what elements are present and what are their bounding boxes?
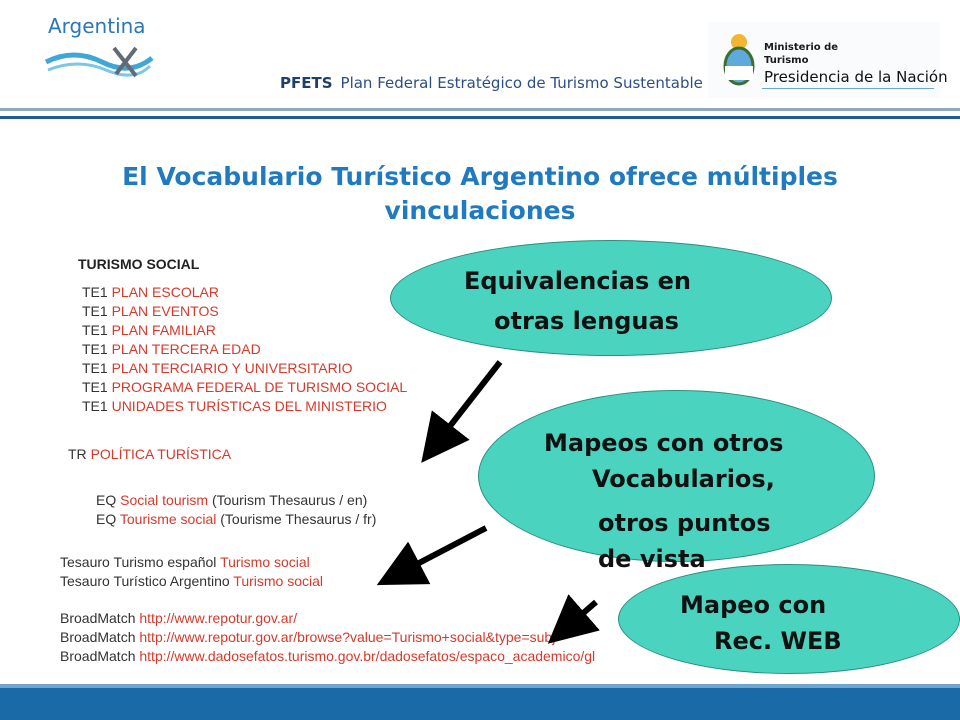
arrow-to-tesauros-icon [398,528,486,574]
eq-source: (Tourism Thesaurus / en) [211,492,368,508]
arrow-to-broadmatch-icon [566,602,596,628]
te-prefix: TE1 [82,398,108,414]
eq-prefix: EQ [96,492,117,508]
eq-term: Social tourism [120,492,209,508]
te-term: PROGRAMA FEDERAL DE TURISMO SOCIAL [111,379,408,395]
te-prefix: TE1 [82,341,108,357]
broadmatch-link[interactable]: http://www.repotur.gov.ar/browse?value=Turismo+social&type=subj [139,629,556,645]
tr-term: POLÍTICA TURÍSTICA [90,446,232,462]
broadmatch-link[interactable]: http://www.dadosefatos.turismo.gov.br/dadosefatos/espaco_academico/gl [139,648,596,664]
te-term: PLAN TERCERA EDAD [111,341,261,357]
te-prefix: TE1 [82,322,108,338]
broadmatch-label: BroadMatch [60,648,136,664]
eq-source: (Tourisme Thesaurus / fr) [220,511,377,527]
te-prefix: TE1 [82,360,108,376]
mapeo-web-line-2: Rec. WEB [714,627,842,655]
mapeos-line-3: otros puntos [598,509,771,537]
broadmatch-label: BroadMatch [60,610,136,626]
pfets-acronym: PFETS [280,74,333,92]
tr-prefix: TR [68,446,87,462]
te-prefix: TE1 [82,379,108,395]
te-prefix: TE1 [82,284,108,300]
te-term: PLAN FAMILIAR [111,322,216,338]
ministry-line-1: Ministerio de [764,42,839,53]
mapeos-line-1: Mapeos con otros [544,429,784,457]
tesauro-name: Tesauro Turismo español [60,554,217,570]
eq-prefix: EQ [96,511,117,527]
equivalencias-bubble [390,240,832,356]
mapeo-web-line-1: Mapeo con [680,591,827,619]
ministry-line-3: Presidencia de la Nación [764,68,948,86]
tesauro-name: Tesauro Turístico Argentino [60,573,230,589]
tesauro-term: Turismo social [220,554,310,570]
slide-title: El Vocabulario Turístico Argentino ofrece múltiples vinculaciones [122,162,838,225]
eq-term: Tourisme social [119,511,217,527]
broadmatch-link[interactable]: http://www.repotur.gov.ar/ [139,610,298,626]
arrow-to-eq-icon [436,362,500,444]
broadmatch-label: BroadMatch [60,629,136,645]
te-term: UNIDADES TURÍSTICAS DEL MINISTERIO [111,398,387,414]
te-term: PLAN EVENTOS [111,303,219,319]
argentina-brand-text: Argentina [48,14,146,38]
thesaurus-heading: TURISMO SOCIAL [78,256,200,272]
te-term: PLAN ESCOLAR [111,284,219,300]
footer-bar [0,688,960,720]
mapeos-line-4: de vista [598,545,706,573]
pfets-full-name: Plan Federal Estratégico de Turismo Sustentable [340,74,703,92]
mapeos-line-2: Vocabularios, [592,465,775,493]
ministry-line-2: Turismo [764,55,809,66]
equivalencias-line-2: otras lenguas [494,307,679,335]
te-term: PLAN TERCIARIO Y UNIVERSITARIO [111,360,353,376]
equivalencias-line-1: Equivalencias en [464,267,691,295]
tesauro-term: Turismo social [233,573,324,589]
te-prefix: TE1 [82,303,108,319]
